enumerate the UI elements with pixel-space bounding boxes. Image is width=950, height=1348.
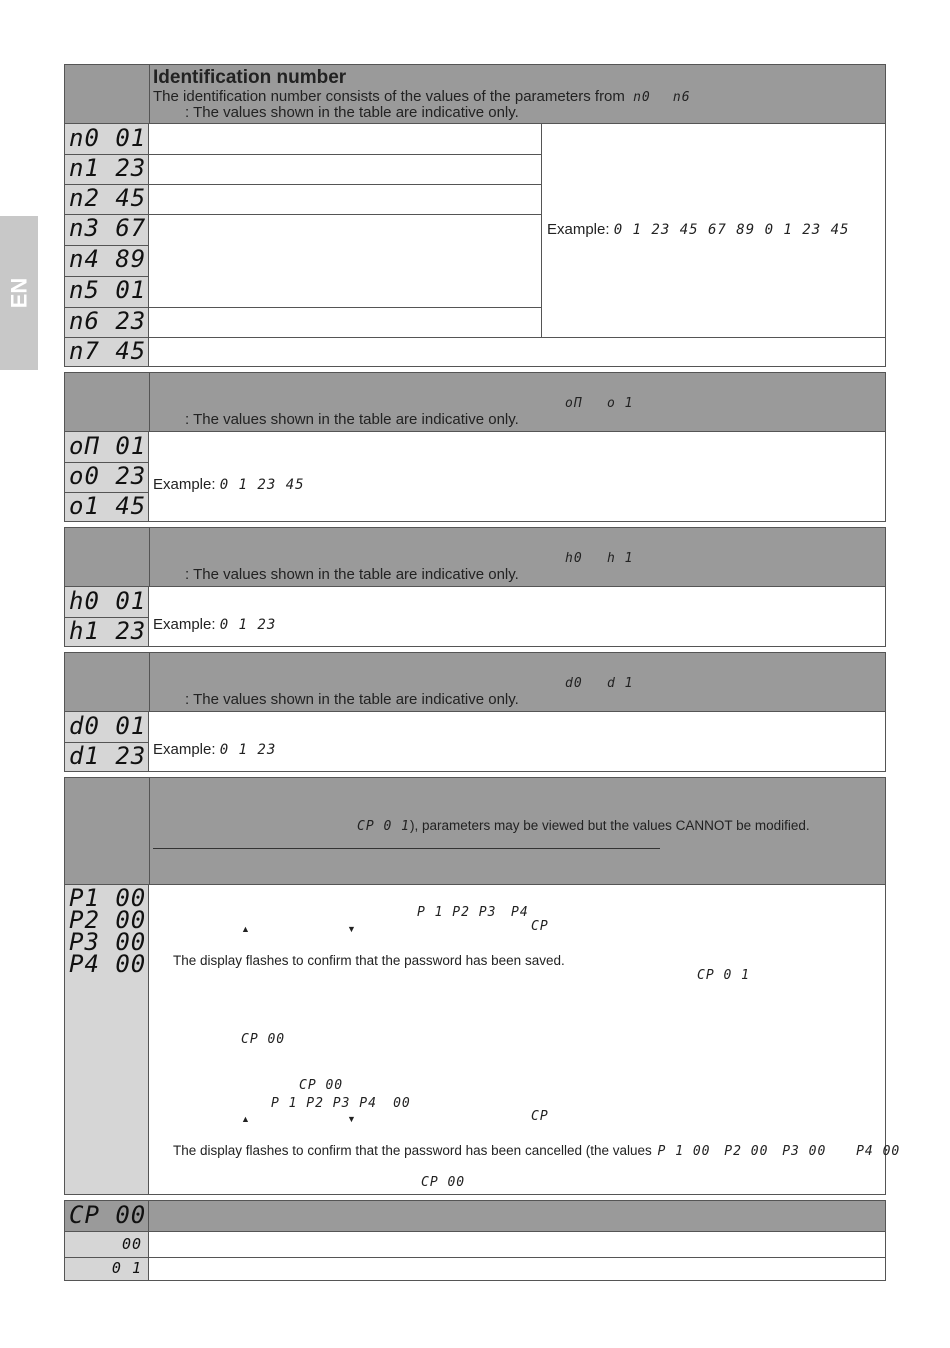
section-note: : The values shown in the table are indicative only. (185, 691, 519, 708)
param-code-list (65, 885, 149, 1194)
param-code: n3 67 (65, 214, 149, 245)
up-arrow-icon: ▲ (241, 1114, 250, 1124)
param-code: n5 01 (65, 276, 149, 307)
down-arrow-icon: ▼ (347, 1114, 356, 1124)
param-code: n0 01 (65, 124, 149, 154)
down-arrow-icon: ▼ (347, 924, 356, 934)
cp-value: 0 1 (65, 1257, 149, 1280)
param-code: n2 45 (65, 184, 149, 214)
identification-number-table (64, 64, 886, 367)
example-text: Example: 0 1 23 (153, 616, 277, 633)
param-code: P3 00 (69, 928, 147, 956)
language-tab-label: EN (6, 277, 31, 309)
param-code: h1 23 (65, 617, 149, 646)
section-note: : The values shown in the table are indicative only. (185, 566, 519, 583)
param-code: P4 00 (69, 950, 147, 978)
d-parameters-table (64, 652, 886, 772)
password-note: CP 0 1), parameters may be viewed but the values CANNOT be modified. (357, 818, 810, 834)
language-tab (0, 216, 38, 370)
param-reset-line: P 1 P2 P3 P4 00 (271, 1096, 411, 1111)
section-header: h0 h 1 : The values shown in the table are indicative only. (65, 528, 885, 587)
param-code: o1 45 (65, 492, 149, 521)
section-note: : The values shown in the table are indicative only. (185, 411, 519, 428)
param-code: n7 45 (65, 337, 149, 366)
section-description: The identification number consists of the values of the parameters from n0 n6 (153, 88, 691, 105)
o-parameters-table (64, 372, 886, 522)
section-note: : The values shown in the table are indicative only. (185, 104, 519, 121)
section-header (65, 778, 885, 885)
param-code: n6 23 (65, 307, 149, 337)
section-header (65, 65, 885, 124)
param-code: d0 01 (65, 712, 149, 742)
param-code: n4 89 (65, 245, 149, 276)
example-text: Example: 0 1 23 45 (153, 476, 305, 493)
param-code: d1 23 (65, 742, 149, 771)
param-code: o0 23 (65, 462, 149, 492)
param-code: oΠ 01 (65, 432, 149, 462)
section-header: d0 d 1 : The values shown in the table are indicative only. (65, 653, 885, 712)
section-title: Identification number (153, 67, 347, 88)
divider (153, 848, 660, 849)
cancelled-text: The display flashes to confirm that the password has been cancelled (the values P 1 00 P2 00 P3 00 P4 00 (173, 1143, 901, 1159)
example-text: Example: 0 1 23 (153, 741, 277, 758)
param-code: P2 00 (69, 906, 147, 934)
param-code: n1 23 (65, 154, 149, 184)
saved-text: The display flashes to confirm that the password has been saved. (173, 953, 565, 968)
param-code: h0 01 (65, 587, 149, 617)
example-text: Example: 0 1 23 45 67 89 0 1 23 45 (547, 221, 850, 238)
param-code: CP 00 (65, 1201, 149, 1231)
h-parameters-table (64, 527, 886, 647)
up-arrow-icon: ▲ (241, 924, 250, 934)
cp-value: 00 (65, 1232, 149, 1257)
section-header (65, 1201, 885, 1232)
param-code: P1 00 (69, 884, 147, 912)
section-header: oΠ o 1 : The values shown in the table are indicative only. (65, 373, 885, 432)
password-table: CP 0 1), parameters may be viewed but the values CANNOT be modified. P1 00 P2 00 P3 00 P4 00 P 1 P2 P3 P4 CP ▲ ▼ The display flashes to confirm that the password has been saved. CP 0 1 CP 00 CP 00 P 1 P2 P3 P4 00 ▲ ▼ CP The display flashes to confirm that the password has been cancelled (the values P 1 00 P2 00 P3 00 P4 00 CP 00 (64, 777, 886, 1195)
cp-status-table (64, 1200, 886, 1281)
